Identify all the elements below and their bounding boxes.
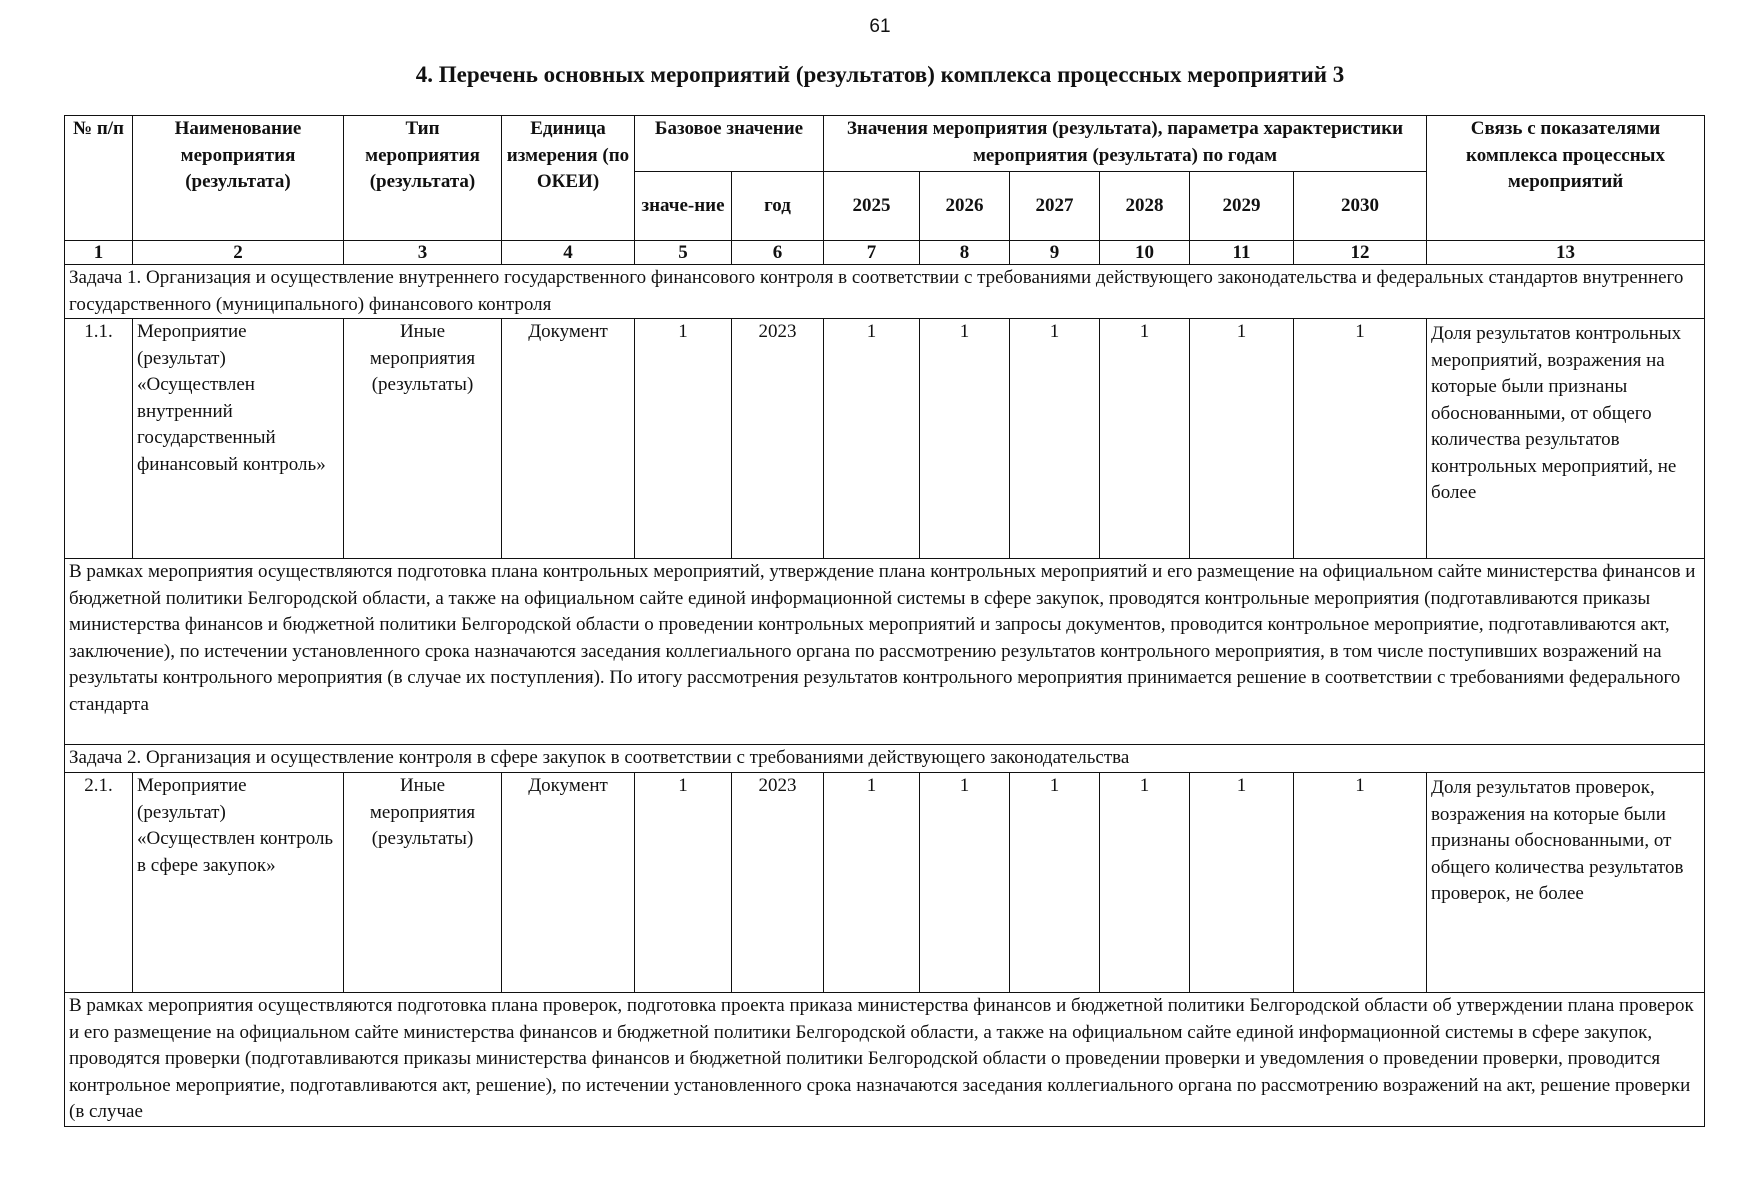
column-number: 1 bbox=[65, 241, 133, 265]
page-number: 61 bbox=[869, 16, 891, 37]
description-1-row bbox=[65, 559, 1705, 745]
row-1-value-2028: 1 bbox=[1100, 319, 1190, 559]
row-2-value-2027: 1 bbox=[1010, 773, 1100, 993]
column-number: 9 bbox=[1010, 241, 1100, 265]
column-number: 2 bbox=[133, 241, 344, 265]
task-2-row bbox=[65, 745, 1705, 773]
table-row bbox=[65, 773, 1705, 993]
row-1-base-value: 1 bbox=[635, 319, 732, 559]
row-2-value-2025: 1 bbox=[824, 773, 920, 993]
column-number: 8 bbox=[920, 241, 1010, 265]
row-2-base-value: 1 bbox=[635, 773, 732, 993]
column-number: 5 bbox=[635, 241, 732, 265]
header-row-1 bbox=[65, 116, 1705, 172]
row-2-type: Иные мероприятия (результаты) bbox=[344, 773, 502, 993]
column-number: 6 bbox=[732, 241, 824, 265]
description-2-row bbox=[65, 993, 1705, 1127]
description-1-text: В рамках мероприятия осуществляются подготовка плана контрольных мероприятий, утверждение плана контрольных мероприятий и его размещение на официальном сайте министерства финансов и бюджетной политики Белгородской области, а также на официальном сайте единой информационной системы в сфере закупок, проводятся контрольные мероприятия (подготавливаются приказы министерства финансов и бюджетной политики Белгородской области о проведении контрольных мероприятий и запросы документов, проводится контрольное мероприятие, подготавливаются акт, заключение), по истечении установленного срока назначаются заседания коллегиального органа по рассмотрению результатов контрольного мероприятия, в том числе поступивших возражений на результаты контрольного мероприятия (в случае их поступления). По итогу рассмотрения результатов контрольного мероприятия принимается решение в соответствии с требованиями федерального стандарта bbox=[65, 559, 1705, 745]
row-1-base-year: 2023 bbox=[732, 319, 824, 559]
header-name: Наименование мероприятия (результата) bbox=[133, 116, 344, 241]
description-2-text: В рамках мероприятия осуществляются подготовка плана проверок, подготовка проекта приказа министерства финансов и бюджетной политики Белгородской области об утверждении плана проверок и его размещение на официальном сайте министерства финансов и бюджетной политики Белгородской области, а также на официальном сайте единой информационной системы в сфере закупок, проводятся проверки (подготавливаются приказы министерства финансов и бюджетной политики Белгородской области о проведении проверки и уведомления о проведении проверки, проводится контрольное мероприятие, подготавливаются акт, решение), по истечении установленного срока назначаются заседания коллегиального органа по рассмотрению возражений на акт, решение проверки (в случае bbox=[65, 993, 1705, 1127]
header-base-value: значе-ние bbox=[635, 172, 732, 241]
header-base: Базовое значение bbox=[635, 116, 824, 172]
row-2-unit: Документ bbox=[502, 773, 635, 993]
task-1-row bbox=[65, 265, 1705, 319]
task-1-text: Задача 1. Организация и осуществление внутреннего государственного финансового контроля в соответствии с требованиями действующего законодательства и федеральных стандартов внутреннего государственного (муниципального) финансового контроля bbox=[65, 265, 1705, 319]
row-1-value-2025: 1 bbox=[824, 319, 920, 559]
header-year-2028: 2028 bbox=[1100, 172, 1190, 241]
row-2-value-2028: 1 bbox=[1100, 773, 1190, 993]
table-row bbox=[65, 319, 1705, 559]
header-year-2030: 2030 bbox=[1294, 172, 1427, 241]
measures-table bbox=[64, 115, 1705, 1127]
row-2-name: Мероприятие (результат) «Осуществлен контроль в сфере закупок» bbox=[133, 773, 344, 993]
column-number: 7 bbox=[824, 241, 920, 265]
row-2-base-year: 2023 bbox=[732, 773, 824, 993]
column-number: 12 bbox=[1294, 241, 1427, 265]
row-1-name: Мероприятие (результат) «Осуществлен внутренний государственный финансовый контроль» bbox=[133, 319, 344, 559]
row-2-value-2026: 1 bbox=[920, 773, 1010, 993]
column-number: 13 bbox=[1427, 241, 1705, 265]
row-1-type: Иные мероприятия (результаты) bbox=[344, 319, 502, 559]
header-num: № п/п bbox=[65, 116, 133, 241]
column-number: 4 bbox=[502, 241, 635, 265]
row-2-value-2030: 1 bbox=[1294, 773, 1427, 993]
header-values: Значения мероприятия (результата), параметра характеристики мероприятия (результата) по годам bbox=[824, 116, 1427, 172]
row-2-value-2029: 1 bbox=[1190, 773, 1294, 993]
header-type: Тип мероприятия (результата) bbox=[344, 116, 502, 241]
row-2-link: Доля результатов проверок, возражения на которые были признаны обоснованными, от общего количества результатов проверок, не более bbox=[1427, 773, 1705, 993]
row-1-link: Доля результатов контрольных мероприятий, возражения на которые были признаны обоснованными, от общего количества результатов контрольных мероприятий, не более bbox=[1427, 319, 1705, 559]
row-2-num: 2.1. bbox=[65, 773, 133, 993]
row-1-value-2030: 1 bbox=[1294, 319, 1427, 559]
column-number: 3 bbox=[344, 241, 502, 265]
header-link: Связь с показателями комплекса процессных мероприятий bbox=[1427, 116, 1705, 241]
column-number: 11 bbox=[1190, 241, 1294, 265]
header-year-2025: 2025 bbox=[824, 172, 920, 241]
row-1-value-2029: 1 bbox=[1190, 319, 1294, 559]
row-1-unit: Документ bbox=[502, 319, 635, 559]
row-1-value-2026: 1 bbox=[920, 319, 1010, 559]
task-2-text: Задача 2. Организация и осуществление контроля в сфере закупок в соответствии с требованиями действующего законодательства bbox=[65, 745, 1705, 773]
header-year-2027: 2027 bbox=[1010, 172, 1100, 241]
header-year-2026: 2026 bbox=[920, 172, 1010, 241]
header-base-year: год bbox=[732, 172, 824, 241]
document-title: 4. Перечень основных мероприятий (результатов) комплекса процессных мероприятий 3 bbox=[415, 62, 1345, 87]
header-unit: Единица измерения (по ОКЕИ) bbox=[502, 116, 635, 241]
row-1-num: 1.1. bbox=[65, 319, 133, 559]
row-1-value-2027: 1 bbox=[1010, 319, 1100, 559]
column-number: 10 bbox=[1100, 241, 1190, 265]
header-year-2029: 2029 bbox=[1190, 172, 1294, 241]
column-number-row bbox=[65, 241, 1705, 265]
